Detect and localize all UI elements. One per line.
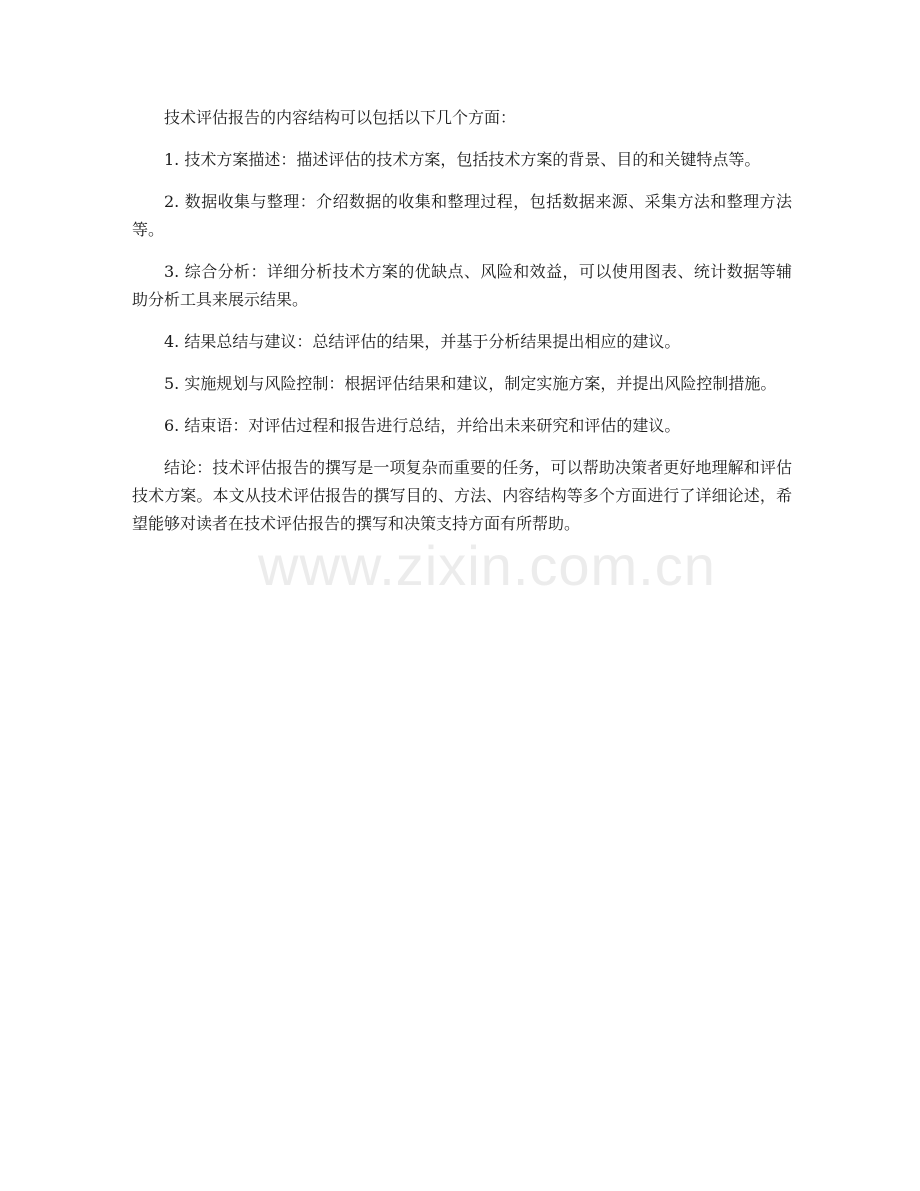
paragraph-item-4: 4. 结果总结与建议：总结评估的结果，并基于分析结果提出相应的建议。 xyxy=(164,332,681,351)
paragraph-item-1: 1. 技术方案描述：描述评估的技术方案，包括技术方案的背景、目的和关键特点等。 xyxy=(164,150,761,169)
watermark: www.zixin.com.cn xyxy=(258,534,716,597)
paragraph-intro: 技术评估报告的内容结构可以包括以下几个方面： xyxy=(164,108,517,127)
document-body xyxy=(132,104,792,552)
paragraph-conclusion: 结论：技术评估报告的撰写是一项复杂而重要的任务，可以帮助决策者更好地理解和评估技术方案。本文从技术评估报告的撰写目的、方法、内容结构等多个方面进行了详细论述，希望能够对读者在技术评估报告的撰写和决策支持方面有所帮助。 xyxy=(132,458,792,533)
paragraph-item-3: 3. 综合分析：详细分析技术方案的优缺点、风险和效益，可以使用图表、统计数据等辅助分析工具来展示结果。 xyxy=(132,262,792,309)
paragraph-item-2: 2. 数据收集与整理：介绍数据的收集和整理过程，包括数据来源、采集方法和整理方法等。 xyxy=(132,192,792,239)
paragraph-item-6: 6. 结束语：对评估过程和报告进行总结，并给出未来研究和评估的建议。 xyxy=(164,416,681,435)
paragraph-item-5: 5. 实施规划与风险控制：根据评估结果和建议，制定实施方案，并提出风险控制措施。 xyxy=(164,374,777,393)
